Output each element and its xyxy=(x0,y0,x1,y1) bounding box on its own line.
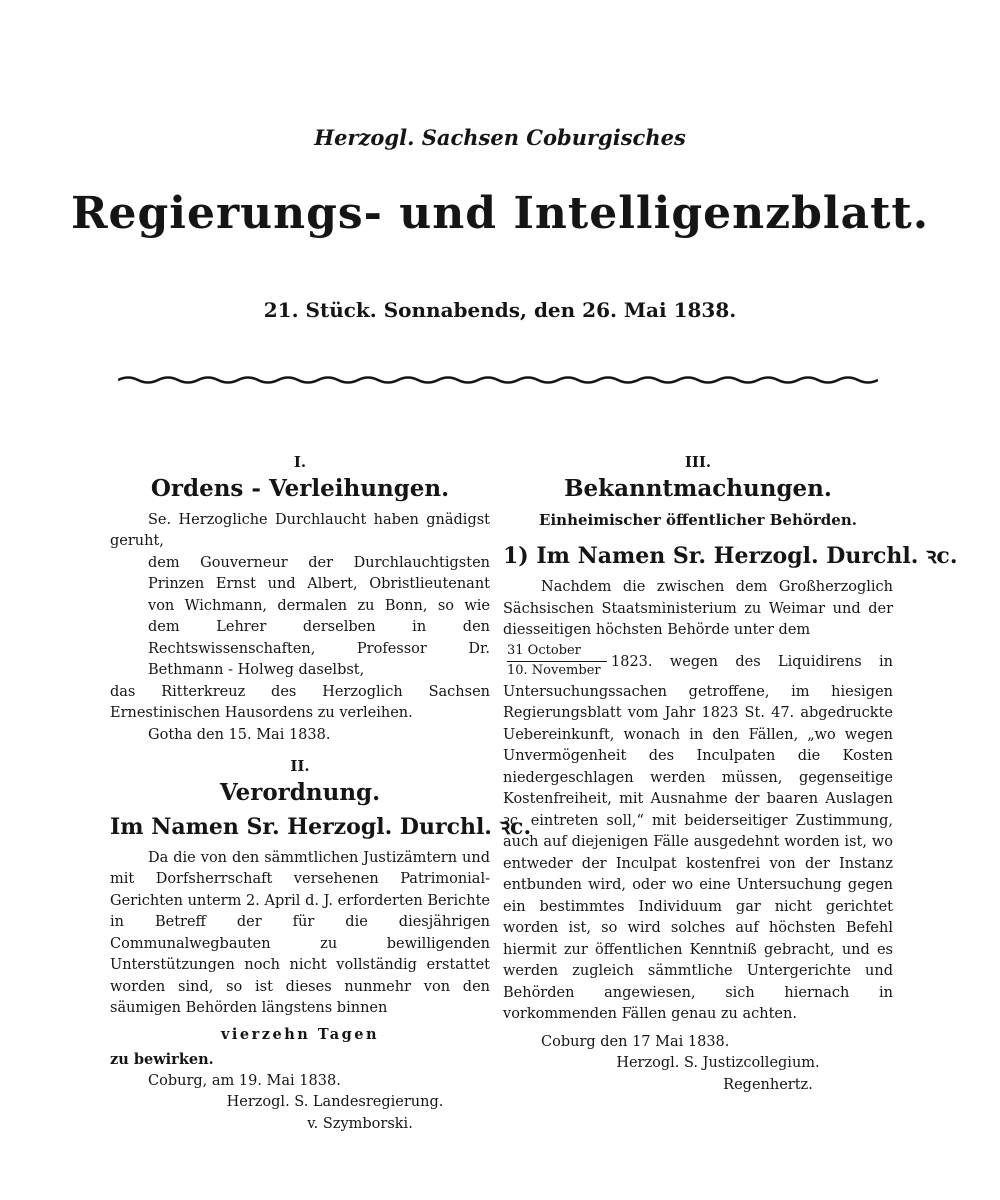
orders-recipients: dem Gouverneur der Durchlauchtigsten Prinzen Ernst und Albert, Obristlieutenant von Wichmann, dermalen zu Bonn, so wie dem Lehrer derselben in den Rechtswissenschaften, Professor Dr. Bethmann - Holweg daselbst, xyxy=(148,554,490,678)
masthead-title: Regierungs- und Intelligenzblatt. xyxy=(70,188,930,239)
section-title-announcements: Bekanntmachungen. xyxy=(564,474,832,502)
announcement-body xyxy=(503,642,893,1026)
announcement-authority: Herzogl. S. Justizcollegium. xyxy=(616,1055,820,1071)
date-fraction xyxy=(507,642,607,682)
decree-signatory: v. Szymborski. xyxy=(307,1115,413,1132)
section-title-decree: Verordnung. xyxy=(219,778,381,806)
announcement-text: 1823. wegen des Liquidirens in Untersuchungssachen getroffene, im hiesigen Regierungsblatt vom Jahr 1823 St. 47. abgedruckte Uebereinkunft, wonach in den Fällen, „wo wegen Unvermögenheit des Inculpaten die Kosten niedergeschlagen werden müssen, gegenseitige Kostenfreiheit, mit Ausnahme der baaren Auslagen ꝛc. eintreten soll,“ mit beiderseitiger Zustimmung, auch auf diejenigen Fälle ausgedehnt worden ist, wo entweder der Inculpat kostenfrei von der Instanz entbunden wird, oder wo eine Untersuchung gegen ein bestimmtes Individuum gar nicht gerichtet worden ist, so wird solches auf höchsten Befehl hiermit zur öffentlichen Kenntniß gebracht, und es werden zugleich sämmtliche Untergerichte und Behörden angewiesen, sich hiernach in vorkommenden Fällen genau zu achten. xyxy=(503,653,893,1022)
decree-closing: zu bewirken. xyxy=(110,1051,214,1068)
section-number-1: I. xyxy=(293,453,307,471)
decree-text: Da die von den sämmtlichen Justizämtern und mit Dorfsherrschaft versehenen Patrimonial-Gerichten unterm 2. April d. J. erforderten Berichte in Betreff der für die diesjährigen Communalwegbauten zu bewilligenden Unterstützungen noch nicht vollständig erstattet worden sind, so ist dieses nunmehr von den säumigen Behörden längstens binnen xyxy=(110,849,490,1016)
section-subtitle: Einheimischer öffentlicher Behörden. xyxy=(539,510,857,529)
decree-date: Coburg, am 19. Mai 1838. xyxy=(148,1072,341,1089)
orders-date: Gotha den 15. Mai 1838. xyxy=(148,726,331,743)
issue-line: 21. Stück. Sonnabends, den 26. Mai 1838. xyxy=(263,298,737,322)
announcement-intro: Nachdem die zwischen dem Großherzoglich Sächsischen Staatsministerium zu Weimar und der diesseitigen höchsten Behörde unter dem xyxy=(503,579,893,638)
section-number-2: II. xyxy=(290,757,310,775)
decree-heading: Im Namen Sr. Herzogl. Durchl. ꝛc. xyxy=(110,813,532,840)
fraction-bar xyxy=(507,661,607,662)
fraction-top: 31 October xyxy=(507,642,581,658)
orders-intro: Se. Herzogliche Durchlaucht haben gnädigst geruht, xyxy=(110,511,490,549)
section-title-orders: Ordens - Verleihungen. xyxy=(150,474,450,502)
section-number-3: III. xyxy=(684,453,712,471)
publisher-line: Herzogl. Sachsen Coburgisches xyxy=(314,125,686,150)
orders-award: das Ritterkreuz des Herzoglich Sachsen Ernestinischen Hausordens zu verleihen. xyxy=(110,683,490,721)
left-column xyxy=(110,452,532,1135)
fraction-bottom: 10. November xyxy=(507,662,601,678)
announcement-signatory: Regenhertz. xyxy=(723,1076,813,1093)
announcement-date: Coburg den 17 Mai 1838. xyxy=(541,1033,730,1050)
decree-authority: Herzogl. S. Landesregierung. xyxy=(226,1094,444,1110)
right-column xyxy=(503,452,958,1096)
decorative-divider xyxy=(118,375,878,385)
decree-deadline: vierzehn Tagen xyxy=(220,1025,380,1043)
announcement-heading: 1) Im Namen Sr. Herzogl. Durchl. ꝛc. xyxy=(503,543,958,569)
